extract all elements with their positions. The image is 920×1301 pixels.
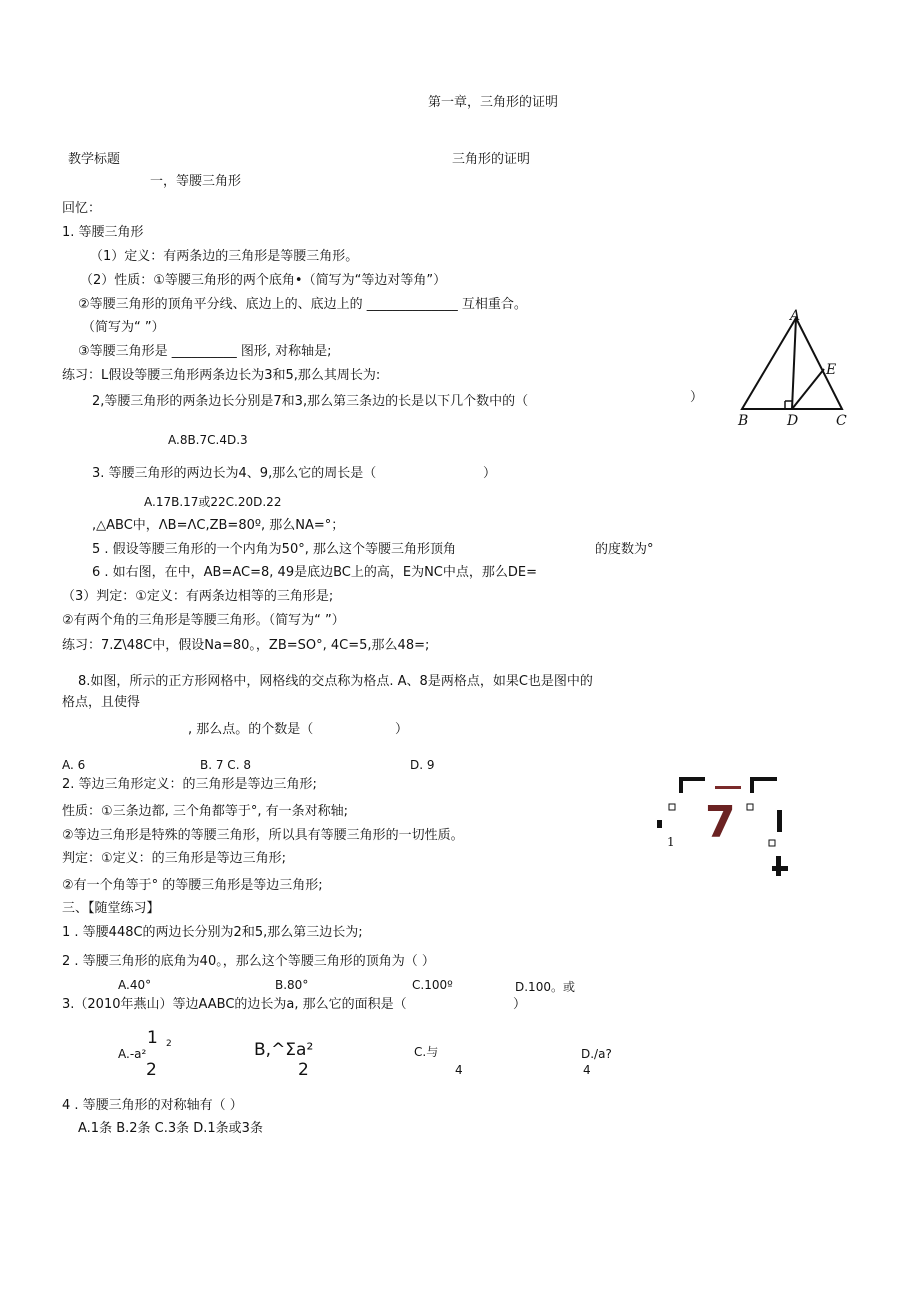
- line-13a: 5 . 假设等腰三角形的一个内角为50°, 那么这个等腰三角形顶角: [92, 542, 456, 557]
- line-10: 3. 等腰三角形的两边长为4、9,那么它的周长是（: [92, 466, 377, 481]
- line-23: 性质：①三条边都, 三个角都等于°, 有一条对称轴;: [62, 804, 349, 819]
- vertex-d-label: D: [787, 413, 799, 429]
- line-29: 2 . 等腰三角形的底角为40。，那么这个等腰三角形的顶角为（ ）: [62, 954, 435, 969]
- line-18: 8.如图，所示的正方形网格中，网格线的交点称为格点. A、8是两格点，如果C也是图中的: [78, 674, 593, 689]
- line-20a: , 那么点。的个数是（: [188, 722, 314, 737]
- line-7: 练习：L假设等腰三角形两条边长为3和5,那么其周长为:: [62, 368, 381, 383]
- line-6: ③等腰三角形是 __________ 图形, 对称轴是;: [78, 344, 332, 359]
- line-26: ②有一个角等于° 的等腰三角形是等边三角形;: [62, 878, 323, 893]
- header-value: 三角形的证明: [452, 152, 531, 167]
- line-13b: 的度数为°: [595, 542, 654, 557]
- line-16: ②有两个角的三角形是等腰三角形。（简写为“ ”）: [62, 613, 345, 628]
- header-label: 教学标题: [68, 152, 121, 167]
- option-b-denominator: 2: [298, 1060, 309, 1080]
- line-24: ②等边三角形是特殊的等腰三角形，所以具有等腰三角形的一切性质。: [62, 828, 464, 843]
- line-11: A.17B.17或22C.20D.22: [144, 495, 282, 509]
- line-10-close: ）: [483, 466, 497, 481]
- line-31-close: ）: [513, 997, 527, 1012]
- option-d-denominator: 4: [583, 1063, 591, 1077]
- line-8-close: ）: [690, 390, 704, 405]
- line-21a: A. 6: [62, 758, 86, 772]
- option-a-sup: 2: [166, 1039, 172, 1049]
- option-a-numerator: 1: [147, 1028, 158, 1048]
- grid-label: 1: [667, 835, 675, 849]
- line-21c: D. 9: [410, 758, 435, 772]
- option-a-prefix: A.-a²: [118, 1047, 147, 1061]
- line-30d: D.100。或: [515, 980, 575, 994]
- line-21b: B. 7 C. 8: [200, 758, 251, 772]
- line-27: 三、【随堂练习】: [62, 901, 160, 916]
- grid-figure: [655, 772, 805, 877]
- option-c: C.与: [414, 1045, 439, 1059]
- line-8: 2,等腰三角形的两条边长分别是7和3,那么第三条边的长是以下几个数中的（: [92, 394, 529, 409]
- line-9: A.8B.7C.4D.3: [168, 433, 248, 447]
- line-25: 判定：①定义：的三角形是等边三角形;: [62, 851, 287, 866]
- line-5: （简写为“ ”）: [82, 320, 165, 335]
- vertex-c-label: C: [836, 413, 847, 429]
- line-30c: C.100º: [412, 978, 453, 992]
- line-22: 2. 等边三角形定义：的三角形是等边三角形;: [62, 777, 317, 792]
- line-31: 3.（2010年燕山）等边AABC的边长为a, 那么它的面积是（: [62, 997, 407, 1012]
- line-12: ,△ABC中，ΛB=ΛC,ZB=80º, 那么NA=°；: [92, 518, 345, 533]
- line-14: 6 . 如右图，在中，AB=AC=8, 49是底边BC上的高，E为NC中点，那么DE=: [92, 565, 537, 580]
- line-30a: A.40°: [118, 978, 152, 992]
- page-title: 第一章，三角形的证明: [428, 95, 559, 110]
- line-1: 1. 等腰三角形: [62, 225, 144, 240]
- line-15: （3）判定：①定义：有两条边相等的三角形是;: [62, 589, 334, 604]
- vertex-b-label: B: [738, 413, 749, 429]
- grid-digit: 7: [705, 797, 736, 848]
- line-28: 1 . 等腰448C的两边长分别为2和5,那么第三边长为;: [62, 925, 363, 940]
- line-33: A.1条 B.2条 C.3条 D.1条或3条: [78, 1121, 263, 1136]
- line-32: 4 . 等腰三角形的对称轴有（ ）: [62, 1098, 243, 1113]
- line-17: 练习：7.Z\48C中，假设Na=80。，ZB=SO°, 4C=5,那么48=;: [62, 638, 430, 653]
- line-3: （2）性质：①等腰三角形的两个底角•（简写为“等边对等角”）: [80, 273, 447, 288]
- option-d: D./a?: [581, 1047, 612, 1061]
- vertex-a-label: A: [790, 308, 801, 324]
- line-2: （1）定义：有两条边的三角形是等腰三角形。: [90, 249, 359, 264]
- line-30b: B.80°: [275, 978, 309, 992]
- line-19: 格点，且使得: [62, 695, 141, 710]
- recall-label: 回忆：: [62, 201, 102, 216]
- triangle-figure: [730, 306, 860, 431]
- line-4: ②等腰三角形的顶角平分线、底边上的、底边上的 ______________ 互相重合。: [78, 297, 527, 312]
- section-heading: 一，等腰三角形: [150, 174, 242, 189]
- line-20b: ）: [395, 722, 409, 737]
- option-b: B,^Σa²: [254, 1040, 314, 1060]
- option-a-denominator: 2: [146, 1060, 157, 1080]
- vertex-e-label: E: [826, 362, 837, 378]
- option-c-denominator: 4: [455, 1063, 463, 1077]
